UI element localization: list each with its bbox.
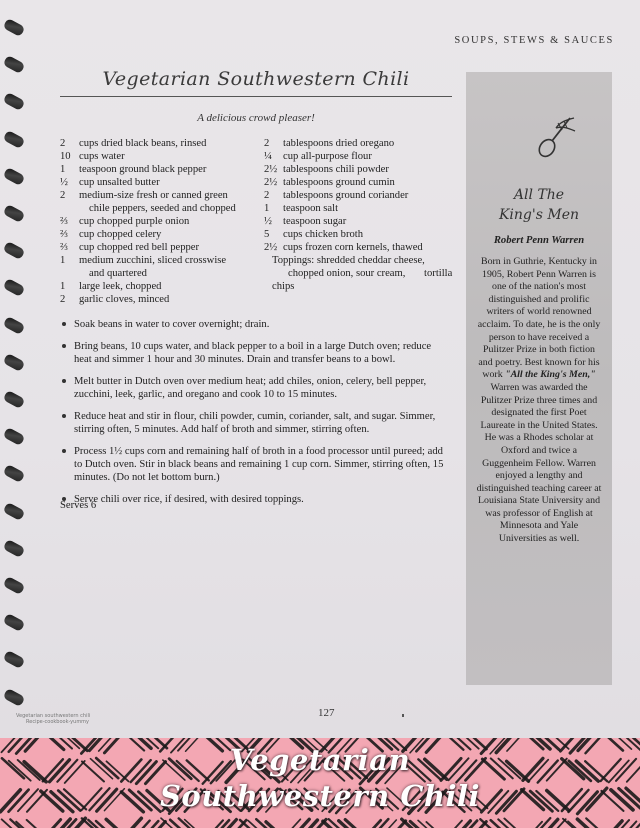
bullet-icon (62, 414, 66, 418)
ingredient-item (60, 280, 260, 293)
bullet-icon (62, 449, 66, 453)
ingredient-qty: ½ (60, 177, 68, 188)
binding-ring (3, 55, 26, 74)
ingredient-item (60, 241, 260, 254)
binding-ring (3, 278, 26, 297)
ingredient-qty: 2½ (264, 177, 278, 188)
ingredient-text: cup chopped purple onion (79, 216, 190, 227)
watermark-caption (16, 713, 90, 725)
brush-stroke (203, 820, 223, 828)
recipe-step (60, 493, 448, 506)
ingredient-item (264, 189, 464, 202)
binding-ring (3, 390, 26, 409)
author-sidebar (466, 72, 612, 685)
ingredient-item (60, 137, 260, 150)
step-text: Soak beans in water to cover overnight; drain. (74, 319, 270, 330)
ingredient-text: large leek, chopped (79, 281, 162, 292)
ingredient-item (264, 176, 464, 189)
brush-stroke (345, 820, 367, 828)
ingredient-qty: 2 (60, 190, 66, 201)
ingredient-text: teaspoon salt (283, 203, 339, 214)
ingredient-qty: 2½ (264, 164, 278, 175)
page-number: 127 (318, 707, 335, 719)
binding-ring (3, 464, 26, 483)
binding-ring (3, 576, 26, 595)
ingredient-item (60, 228, 260, 241)
ingredients-right-column (264, 137, 464, 293)
ingredient-item (60, 293, 260, 306)
ingredient-text: cups chicken broth (283, 229, 364, 240)
brush-stroke (442, 821, 462, 828)
ingredient-text: and quartered (89, 268, 147, 279)
ingredient-qty: ⅔ (60, 242, 68, 253)
ingredient-text: cup all-purpose flour (283, 151, 372, 162)
ingredient-qty: ⅔ (60, 216, 68, 227)
whisk-and-spoon-icon (534, 112, 578, 162)
binding-ring (3, 130, 26, 149)
recipe-subtitle: A delicious crowd pleaser! (197, 112, 315, 124)
ingredient-text: teaspoon ground black pepper (79, 164, 207, 175)
servings: Serves 6 (60, 500, 97, 511)
brush-stroke (426, 822, 448, 828)
step-text: Reduce heat and stir in flour, chili powder, cumin, coriander, salt, and sugar. Simmer, stirring often, 5 minutes. Add half of broth and simmer, stirring often. (74, 411, 436, 435)
ingredient-qty: 5 (264, 229, 270, 240)
ingredient-item (264, 228, 464, 241)
ingredient-text: cup unsalted butter (79, 177, 160, 188)
toppings-line: Toppings: shredded cheddar cheese, (272, 255, 425, 266)
recipe-step (60, 445, 448, 484)
brush-stroke (106, 819, 128, 828)
step-text: Serve chili over rice, if desired, with desired toppings. (74, 494, 304, 505)
ingredient-item (60, 150, 260, 163)
bullet-icon (62, 379, 66, 383)
step-text: Process 1½ cups corn and remaining half of broth in a food processor until pureed; add to Dutch oven. Stir in black beans and remaining 1 cup corn. Simmer, stirring often, 15 minutes. (Do not let bottom burn.) (74, 446, 444, 483)
ingredient-qty: 1 (60, 281, 66, 292)
step-text: Bring beans, 10 cups water, and black pepper to a boil in a large Dutch oven; reduce heat and simmer 1 hour and 30 minutes. Drain and transfer beans to a bowl. (74, 341, 432, 365)
toppings-line: chopped onion, sour cream, (288, 268, 406, 279)
binding-ring (3, 427, 26, 446)
ingredient-item (60, 254, 260, 280)
ingredient-text: teaspoon sugar (283, 216, 347, 227)
brush-stroke (361, 820, 381, 828)
ingredient-qty: 2 (264, 138, 270, 149)
bio-text: Warren was awarded the Pulitzer Prize three times and designated the first Poet Laureate in the United States. He was a Rhodes scholar at Oxford and twice a Guggenheim Fellow. Warren enjoyed a lengthy and distinguished teaching career at Louisiana State University and was professor of English at Minnesota and Yale Universities as well. (476, 381, 602, 545)
ingredient-item (264, 241, 464, 254)
binding-ring (3, 650, 26, 669)
ingredient-text: cups frozen corn kernels, thawed (283, 242, 423, 253)
ingredient-qty: ¼ (264, 151, 272, 162)
bullet-icon (62, 322, 66, 326)
ingredient-text: medium-size fresh or canned green (79, 190, 228, 201)
ingredient-qty: 10 (60, 151, 71, 162)
ingredient-text: tablespoons ground coriander (283, 190, 409, 201)
brush-stroke (586, 818, 608, 828)
step-text: Melt butter in Dutch oven over medium heat; add chiles, onion, celery, bell pepper, zucchini, leek, garlic, and oregano and cook 10 to 15 minutes. (74, 376, 427, 400)
binding-ring (3, 167, 26, 186)
banner-title (0, 742, 640, 814)
ingredient-text: cups water (79, 151, 125, 162)
recipe-step (60, 410, 448, 436)
binding-ring (3, 92, 26, 111)
brush-stroke (266, 822, 288, 828)
ingredient-text: tablespoons ground cumin (283, 177, 395, 188)
bio-text: Born in Guthrie, Kentucky in 1905, Robert Penn Warren is one of the nation's most distinguished and prolific writers of world renowned acclaim. To date, he is the only person to have received a Pulitzer Prize in both fiction and poetry. Best known for his work (477, 256, 601, 381)
ingredient-text: garlic cloves, minced (79, 294, 170, 305)
sidebar-title-line1: All The (513, 187, 565, 203)
ingredient-text: chile peppers, seeded and chopped (89, 203, 236, 214)
ingredient-qty: ⅔ (60, 229, 68, 240)
binding-ring (3, 688, 26, 707)
spiral-binding (0, 0, 30, 738)
ingredient-qty: 2½ (264, 242, 278, 253)
ingredient-item (264, 163, 464, 176)
brush-stroke (280, 819, 300, 828)
ingredient-item (264, 137, 464, 150)
ingredient-item (60, 176, 260, 189)
sidebar-title (466, 185, 612, 225)
ingredient-qty: ½ (264, 216, 272, 227)
recipe-step (60, 340, 448, 366)
ingredient-item (60, 189, 260, 215)
brush-stroke (27, 820, 49, 828)
binding-ring (3, 353, 26, 372)
recipe-title: Vegetarian Southwestern Chili (102, 68, 410, 90)
ingredient-qty: 2 (60, 138, 66, 149)
ingredient-item (264, 150, 464, 163)
ingredient-qty: 1 (60, 164, 66, 175)
ingredient-item (264, 202, 464, 215)
watermark-line: Recipe-cookbook-yummy (26, 719, 90, 725)
binding-ring (3, 316, 26, 335)
sidebar-title-line2: King's Men (498, 207, 580, 223)
ingredient-text: tablespoons dried oregano (283, 138, 395, 149)
toppings (264, 254, 464, 293)
ingredients-left-column (60, 137, 260, 306)
binding-ring (3, 241, 26, 260)
recipe-steps (60, 318, 448, 515)
binding-ring (3, 18, 26, 37)
bio-book-title: "All the King's Men," (505, 369, 596, 381)
brush-stroke (522, 822, 542, 828)
section-header: SOUPS, STEWS & SAUCES (454, 35, 614, 46)
bullet-icon (62, 344, 66, 348)
watermark-line: Vegetarian southwestern chili (16, 713, 91, 719)
ingredient-qty: 2 (60, 294, 66, 305)
sidebar-bio (476, 256, 602, 546)
ingredient-item (60, 215, 260, 228)
ingredient-text: tablespoons chili powder (283, 164, 389, 175)
recipe-step (60, 318, 448, 331)
title-divider (60, 96, 452, 97)
banner-title-line1: Vegetarian (229, 743, 411, 777)
ingredient-text: medium zucchini, sliced crosswise (79, 255, 227, 266)
page-mark (402, 714, 404, 717)
binding-ring (3, 502, 26, 521)
ingredient-text: cups dried black beans, rinsed (79, 138, 207, 149)
brush-stroke (602, 821, 622, 828)
binding-ring (3, 613, 26, 632)
binding-ring (3, 204, 26, 223)
ingredient-item (60, 163, 260, 176)
ingredient-qty: 2 (264, 190, 270, 201)
ingredient-qty: 1 (60, 255, 66, 266)
sidebar-author: Robert Penn Warren (493, 235, 585, 246)
recipe-step (60, 375, 448, 401)
ingredient-qty: 1 (264, 203, 270, 214)
toppings-line: tortilla chips (272, 268, 453, 292)
brush-stroke (121, 818, 141, 828)
ingredient-text: cup chopped red bell pepper (79, 242, 200, 253)
ingredient-text: cup chopped celery (79, 229, 162, 240)
brush-stroke (41, 820, 61, 828)
banner-title-line2: Southwestern Chili (159, 779, 481, 813)
ingredient-item (264, 215, 464, 228)
binding-ring (3, 539, 26, 558)
